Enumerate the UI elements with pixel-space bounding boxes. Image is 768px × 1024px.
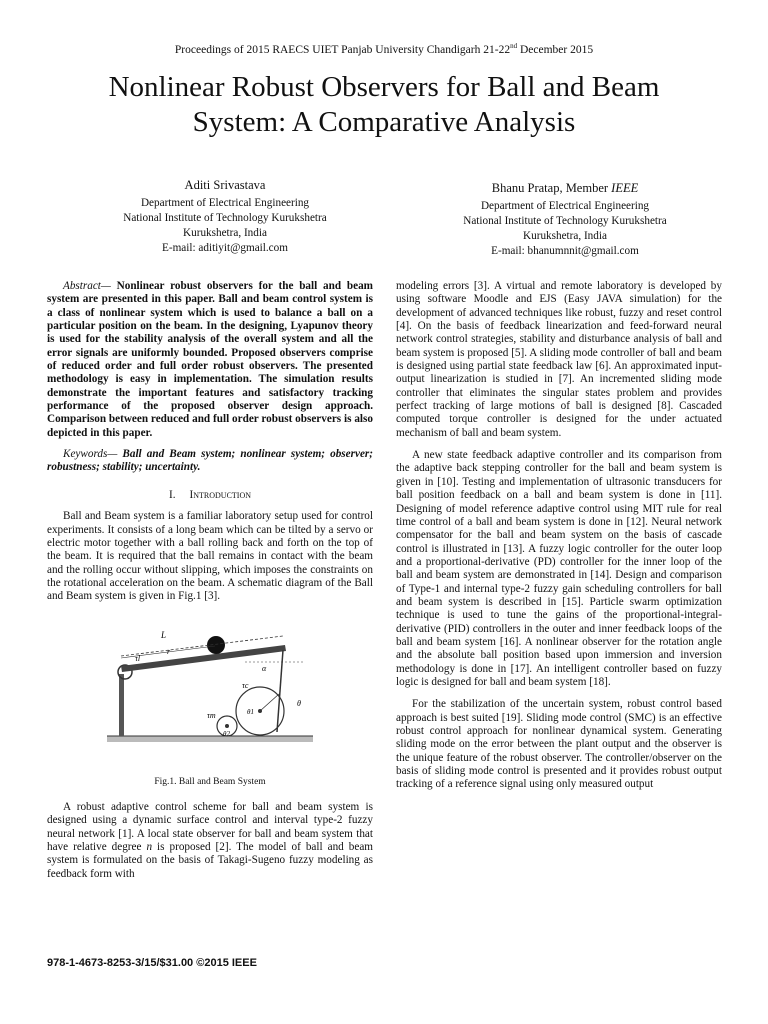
copyright-footer: 978-1-4673-8253-3/15/$31.00 ©2015 IEEE — [47, 957, 257, 969]
label-tau-m: τm — [207, 710, 216, 720]
keywords: Keywords— Ball and Beam system; nonlinear system; observer; robustness; stability; uncertainty. — [47, 448, 373, 474]
author-location: Kurukshetra, India — [183, 227, 267, 239]
label-alpha: α — [262, 663, 267, 673]
proceedings-header: Proceedings of 2015 RAECS UIET Panjab University Chandigarh 21-22nd December 2015 — [174, 42, 594, 56]
author-dept: Department of Electrical Engineering — [480, 200, 650, 212]
right-column — [396, 280, 722, 792]
ball — [207, 636, 225, 654]
paper-title — [0, 70, 768, 140]
author-institute: National Institute of Technology Kurukshetra — [463, 215, 667, 227]
label-theta: θ — [297, 698, 301, 708]
label-r: r — [167, 646, 171, 656]
intro-paragraph-1: Ball and Beam system is a familiar laboratory setup used for control experiments. It consists of a long beam which can be tilted by a servo or electric motor together with a ball rolling back and forth on the top of the beam. It is required that the ball remains in contact with the beam and the rolling occur without slipping, which imposes the constraints on the rotational acceleration on the beam. A schematic diagram of the Ball and Beam system is given in Fig.1 [3]. — [47, 510, 373, 603]
author-email: E-mail: bhanumnnit@gmail.com — [491, 245, 639, 257]
author-location: Kurukshetra, India — [523, 230, 607, 242]
title-line-2: System: A Comparative Analysis — [192, 106, 576, 138]
ground-base — [107, 736, 313, 742]
ball-beam-figure — [105, 614, 315, 764]
right-paragraph-1: modeling errors [3]. A virtual and remote laboratory is developed by using software Moodle and EJS (Easy JAVA simulation) for the development of advanced techniques like robust, fuzzy and reset control [4]. On the basis of feedback linearization and feed-forward neural network control strategies, stability and disturbance analysis of ball and beam system is proposed [5]. A sliding mode controller of ball and beam is designed using partial state feedback law [6]. An approximated input-output linearization is studied in [7]. An incremented sliding mode controller that eliminates the singular states problem and provides perfect tracking of large motions of ball is designed [8]. Cascaded computed torque controller is designed for the under actuated mechanism of ball and beam system. — [396, 280, 722, 439]
author-block-1 — [60, 178, 390, 256]
label-L: L — [161, 629, 167, 640]
title-line-1: Nonlinear Robust Observers for Ball and Beam — [108, 71, 660, 103]
author-block-2 — [400, 181, 730, 259]
right-paragraph-3: For the stabilization of the uncertain system, robust control based approach is best suited [19]. Sliding mode control (SMC) is an effective robust control approach for nonlinear dynamical system. Generating sliding mode on the error between the plant output and the observer is the unique feature of the robust observer. The controller/observer on the basis of sliding mode control is presented and it provides robust output tracking of a reference signal using only measured output — [396, 698, 722, 791]
author-email: E-mail: aditiyit@gmail.com — [162, 242, 288, 254]
left-column — [47, 280, 373, 881]
label-tau-c: τc — [242, 680, 249, 690]
intro-paragraph-2: A robust adaptive control scheme for ball and beam system is designed using a dynamic surface control and interval type-2 fuzzy neural network [1]. A local state observer for ball and beam system that have relative degree n is proposed [2]. The model of ball and beam system is formulated on the basis of Takagi-Sugeno fuzzy modeling as feedback form with — [47, 800, 373, 880]
ball-beam-diagram — [105, 614, 315, 764]
author-name: Bhanu Pratap, Member IEEE — [491, 181, 639, 195]
author-institute: National Institute of Technology Kurukshetra — [123, 212, 327, 224]
left-support — [119, 674, 124, 736]
section-heading: I. Introduction — [168, 488, 252, 501]
label-theta2: θ2 — [223, 729, 230, 738]
label-tau-l: τl — [135, 653, 141, 663]
author-name: Aditi Srivastava — [184, 178, 266, 192]
right-paragraph-2: A new state feedback adaptive controller and its comparison from the adaptive back stepping controller for the ball and beam system is given in [10]. Testing and implementation of ultrasonic transducers for ball position feedback on a ball and beam system is done in [11]. Designing of model reference adaptive control using MIT rule for real time control of a ball and beam system is done in [12]. Neural network compensator for the ball and beam system on the basis of cascade control is illustrated in [13]. A fuzzy logic controller for the outer loop and a proportional-derivative (PD) controller for the inner loop of the ball and beam system are demonstrated in [14]. Design and comparison of Type-1 and internal type-2 fuzzy gain scheduling controllers for ball and beam system is described in [15]. Particle swarm optimization technique is used to tune the gains of the proportional-integral-derivative (PID) controllers in the outer and inner feedback loops of the ball and beam system [16]. A nonlinear observer for the rotation angle and the absolute ball position based upon immersion and inversion methodology is done in [17]. An intelligent controller based on fuzzy logic is designed for ball and beam system [18]. — [396, 449, 722, 688]
author-dept: Department of Electrical Engineering — [140, 197, 310, 209]
abstract: Abstract— Nonlinear robust observers for the ball and beam system are presented in this paper. Ball and beam control system is a class of nonlinear system which is used to balance a ball on a particular position on the beam. In the designing, Lyapunov theory is used for the stability analysis of the overall system and all the error signals are uniformly bounded. Proposed observers comprise of reduced order and full order robust observers. The presented methodology is easy in implementation. The simulation results demonstrate the important features and satisfactory tracking performance of the proposed observer design approach. Comparison between reduced and full order robust observers is also depicted in this paper. — [47, 280, 373, 439]
figure-caption: Fig.1. Ball and Beam System — [154, 776, 266, 787]
label-theta1: θ1 — [247, 707, 254, 716]
